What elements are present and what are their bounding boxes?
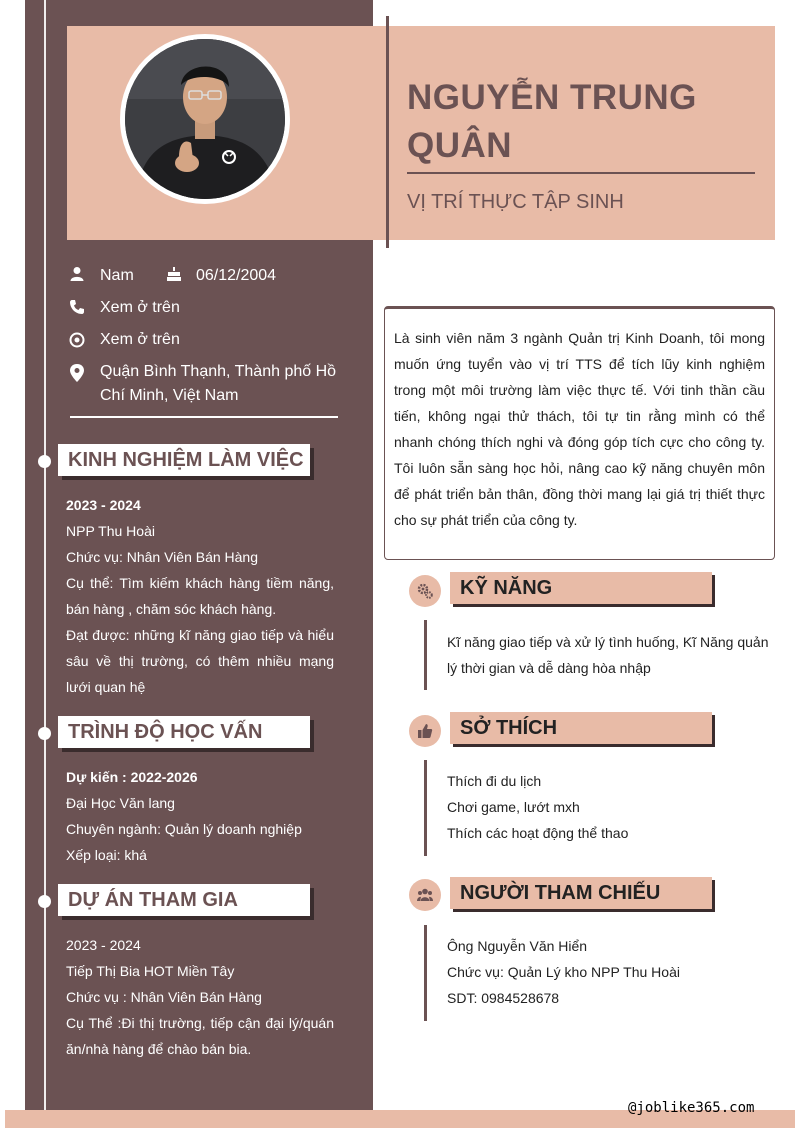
users-icon xyxy=(409,879,441,911)
header-divider xyxy=(386,16,389,248)
contact-divider xyxy=(70,416,338,418)
timeline-dot xyxy=(38,895,51,908)
experience-period: 2023 - 2024 xyxy=(66,497,141,513)
experience-achievement: Đạt được: những kĩ năng giao tiếp và hiểu sâu về thị trường, có thêm nhiều mạng lưới quan hệ xyxy=(66,627,334,695)
education-heading-text: TRÌNH ĐỘ HỌC VẤN xyxy=(68,721,263,743)
at-icon xyxy=(69,332,85,348)
address-text: Quận Bình Thạnh, Thành phố Hồ Chí Minh, Việt Nam xyxy=(100,363,337,404)
timeline-line xyxy=(44,0,46,1110)
timeline-dot xyxy=(38,455,51,468)
experience-detail: Cụ thể: Tìm kiếm khách hàng tiềm năng, bán hàng , chăm sóc khách hàng. xyxy=(66,575,334,617)
education-heading xyxy=(58,716,310,748)
skills-bar xyxy=(424,620,427,690)
location-icon xyxy=(69,364,85,380)
hobbies-heading xyxy=(450,712,712,744)
skills-heading-text: KỸ NĂNG xyxy=(460,577,553,599)
experience-role: Chức vụ: Nhân Viên Bán Hàng xyxy=(66,549,259,565)
education-major: Chuyên ngành: Quản lý doanh nghiệp xyxy=(66,821,302,837)
hobby-item: Chơi game, lướt mxh xyxy=(447,799,580,815)
thumbs-up-icon xyxy=(409,715,441,747)
skills-text: Kĩ năng giao tiếp và xử lý tình huống, Kĩ Năng quản lý thời gian và dễ dàng hòa nhập xyxy=(447,634,769,676)
hobby-item: Thích đi du lịch xyxy=(447,773,542,789)
watermark: @joblike365.com xyxy=(628,1100,755,1116)
gender-text: Nam xyxy=(100,267,134,284)
user-icon xyxy=(69,266,85,282)
reference-role: Chức vụ: Quản Lý kho NPP Thu Hoài xyxy=(447,964,680,980)
references-heading xyxy=(450,877,712,909)
projects-section xyxy=(66,932,334,1062)
hobbies-list xyxy=(447,768,777,846)
experience-heading xyxy=(58,444,310,476)
references-bar xyxy=(424,925,427,1021)
education-period: Dự kiến : 2022-2026 xyxy=(66,769,198,785)
education-section xyxy=(66,764,334,868)
references-heading-text: NGƯỜI THAM CHIẾU xyxy=(460,882,661,904)
projects-heading xyxy=(58,884,310,916)
hobbies-bar xyxy=(424,760,427,856)
reference-name: Ông Nguyễn Văn Hiển xyxy=(447,938,588,954)
avatar-photo xyxy=(125,39,285,199)
hobby-item: Thích các hoạt động thể thao xyxy=(447,825,629,841)
project-role: Chức vụ : Nhân Viên Bán Hàng xyxy=(66,989,262,1005)
reference-phone: SDT: 0984528678 xyxy=(447,990,560,1006)
birthday-text: 06/12/2004 xyxy=(196,267,277,284)
name-underline xyxy=(407,172,755,174)
projects-heading-text: DỰ ÁN THAM GIA xyxy=(68,889,238,911)
project-name: Tiếp Thị Bia HOT Miền Tây xyxy=(66,963,235,979)
phone-icon xyxy=(69,299,85,315)
experience-section xyxy=(66,492,334,700)
summary-text: Là sinh viên năm 3 ngành Quản trị Kinh Doanh, tôi mong muốn ứng tuyển vào vị trí TTS để tích lũy kinh nghiệm trong một môi trường làm việc thực tế. Với tinh thần cầu tiến, không ngại thử thách, tôi tự tin rằng mình có thể nhanh chóng thích nghi và đóng góp tích cực cho công ty. Tôi luôn sẵn sàng học hỏi, nâng cao kỹ năng chuyên môn để phát triển bản thân, đồng thời mang lại giá trị thiết thực cho sự phát triển của công ty. xyxy=(394,330,765,528)
project-period: 2023 - 2024 xyxy=(66,937,141,953)
education-rank: Xếp loại: khá xyxy=(66,847,147,863)
education-school: Đại Học Văn lang xyxy=(66,795,175,811)
cake-icon xyxy=(166,266,182,282)
job-position: VỊ TRÍ THỰC TẬP SINH xyxy=(407,191,624,213)
references-section xyxy=(447,933,777,1011)
skills-heading xyxy=(450,572,712,604)
gears-icon xyxy=(409,575,441,607)
experience-company: NPP Thu Hoài xyxy=(66,523,155,539)
email-text: Xem ở trên xyxy=(100,331,180,348)
candidate-name: NGUYỄN TRUNG QUÂN xyxy=(407,78,697,165)
timeline-dot xyxy=(38,727,51,740)
avatar xyxy=(120,34,290,204)
project-detail: Cụ Thể :Đi thị trường, tiếp cận đại lý/quán ăn/nhà hàng để chào bán bia. xyxy=(66,1015,334,1057)
hobbies-heading-text: SỞ THÍCH xyxy=(460,717,558,739)
experience-heading-text: KINH NGHIỆM LÀM VIỆC xyxy=(68,449,304,471)
phone-text: Xem ở trên xyxy=(100,299,180,316)
